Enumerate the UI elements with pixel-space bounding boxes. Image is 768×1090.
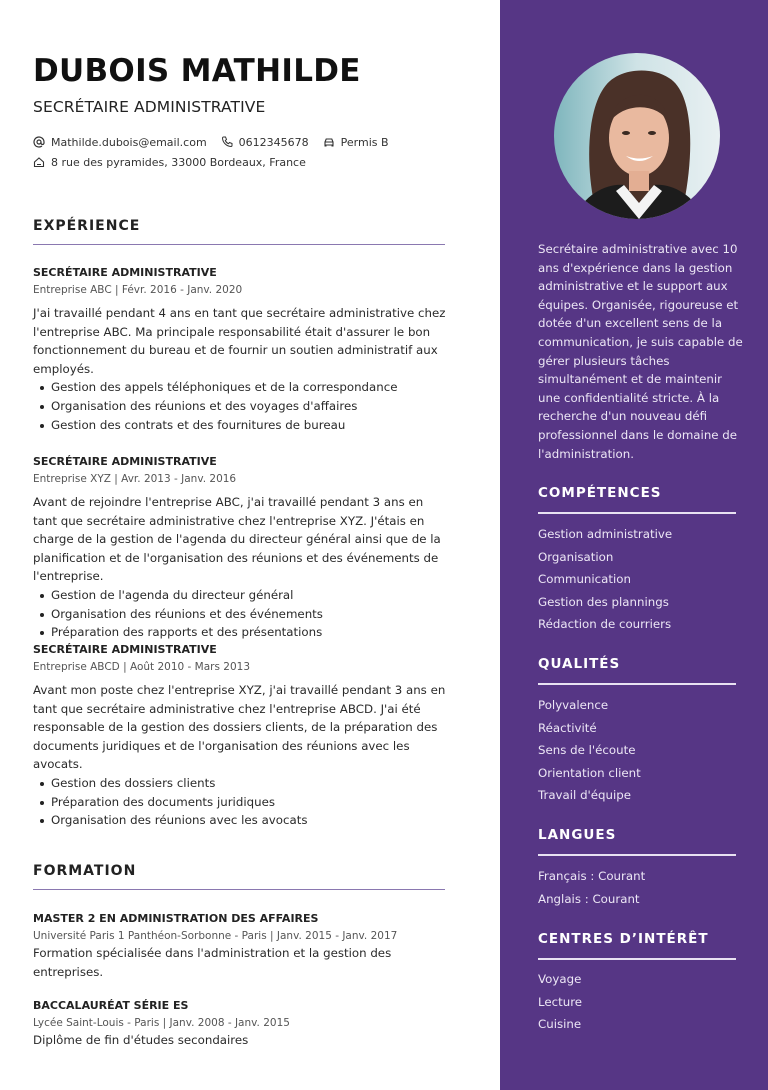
entry-title: SECRÉTAIRE ADMINISTRATIVE — [33, 455, 217, 468]
profile-photo — [554, 53, 720, 219]
contact-license — [323, 136, 389, 149]
bullet-item: Gestion de l'agenda du directeur général — [33, 586, 448, 605]
quality-item: Polyvalence — [538, 698, 609, 712]
portrait-image — [554, 53, 720, 219]
bullet-item: Organisation des réunions et des voyages d'affaires — [33, 397, 448, 416]
quality-item: Sens de l'écoute — [538, 743, 636, 757]
entry-title: MASTER 2 EN ADMINISTRATION DES AFFAIRES — [33, 912, 319, 925]
email-text: Mathilde.dubois@email.com — [51, 135, 207, 149]
section-divider — [538, 683, 736, 685]
bullet-item: Gestion des appels téléphoniques et de la correspondance — [33, 378, 448, 397]
entry-title: SECRÉTAIRE ADMINISTRATIVE — [33, 643, 217, 656]
experience-entry — [33, 453, 448, 642]
entry-meta: Lycée Saint-Louis - Paris | Janv. 2008 - Janv. 2015 — [33, 1017, 290, 1029]
section-title-languages: LANGUES — [538, 827, 617, 843]
skill-item: Rédaction de courriers — [538, 617, 672, 631]
section-title-education: FORMATION — [33, 863, 137, 879]
bullet-item: Préparation des documents juridiques — [33, 793, 448, 812]
language-item: Anglais : Courant — [538, 891, 640, 906]
contact-info — [33, 132, 403, 172]
entry-meta: Université Paris 1 Panthéon-Sorbonne - Paris | Janv. 2015 - Janv. 2017 — [33, 930, 398, 942]
entry-title: BACCALAURÉAT SÉRIE ES — [33, 999, 189, 1012]
address-text: 8 rue des pyramides, 33000 Bordeaux, France — [51, 155, 306, 169]
bullet-item: Préparation des rapports et des présentations — [33, 623, 448, 642]
interests-list — [538, 968, 582, 1036]
section-divider — [538, 854, 736, 856]
phone-icon — [221, 136, 233, 148]
job-title: SECRÉTAIRE ADMINISTRATIVE — [33, 98, 266, 116]
quality-item: Orientation client — [538, 765, 641, 780]
entry-bullets — [33, 586, 448, 642]
experience-entry — [33, 264, 448, 434]
contact-address — [33, 156, 306, 169]
skills-list — [538, 523, 672, 636]
entry-meta: Entreprise ABCD | Août 2010 - Mars 2013 — [33, 661, 251, 673]
education-entry — [33, 997, 448, 1050]
entry-title: SECRÉTAIRE ADMINISTRATIVE — [33, 266, 217, 279]
section-divider — [33, 244, 445, 245]
education-entry — [33, 910, 448, 981]
entry-description: Avant de rejoindre l'entreprise ABC, j'ai travaillé pendant 3 ans en tant que secrétaire administrative chez l'entreprise XYZ. J'étais en charge de la gestion de l'agenda du directeur général ainsi que de la planification et de l'organisation des réunions et des événements de l'entreprise. — [33, 495, 441, 584]
section-title-qualities: QUALITÉS — [538, 656, 621, 672]
section-divider — [33, 889, 445, 890]
bullet-item: Gestion des contrats et des fournitures de bureau — [33, 416, 448, 435]
entry-bullets — [33, 774, 448, 830]
entry-description: J'ai travaillé pendant 4 ans en tant que secrétaire administrative chez l'entreprise ABC. Ma principale responsabilité était d'assurer le bon fonctionnement du bureau et de fournir un soutien administratif aux employés. — [33, 306, 446, 376]
phone-text: 0612345678 — [238, 135, 309, 149]
interest-item: Cuisine — [538, 1017, 582, 1031]
candidate-name: DUBOIS MATHILDE — [33, 53, 361, 89]
home-icon — [33, 156, 45, 168]
bullet-item: Gestion des dossiers clients — [33, 774, 448, 793]
profile-summary: Secrétaire administrative avec 10 ans d'expérience dans la gestion administrative et le support aux équipes. Organisée, rigoureuse et dotée d'un excellent sens de la communication, je suis capable de gérer plusieurs tâches simultanément et de maintenir une confidentialité stricte. À la recherche d'un nouveau défi professionnel dans le domaine de l'administration. — [538, 242, 743, 461]
skill-item: Gestion administrative — [538, 527, 673, 541]
section-divider — [538, 958, 736, 960]
section-title-skills: COMPÉTENCES — [538, 485, 662, 501]
section-title-interests: CENTRES D’INTÉRÊT — [538, 931, 709, 947]
license-text: Permis B — [340, 135, 389, 149]
section-title-experience: EXPÉRIENCE — [33, 218, 141, 234]
experience-entry — [33, 641, 448, 830]
bullet-item: Organisation des réunions avec les avocats — [33, 811, 448, 830]
skill-item: Communication — [538, 572, 631, 586]
entry-description: Avant mon poste chez l'entreprise XYZ, j'ai travaillé pendant 3 ans en tant que secrétaire administrative chez l'entreprise ABCD. J'ai été responsable de la gestion des dossiers clients, de la préparation des documents juridiques et de l'organisation des réunions avec les avocats. — [33, 683, 446, 772]
car-icon — [323, 136, 335, 148]
skill-item: Gestion des plannings — [538, 594, 669, 609]
entry-meta: Entreprise ABC | Févr. 2016 - Janv. 2020 — [33, 284, 243, 296]
at-icon — [33, 136, 45, 148]
interest-item: Lecture — [538, 994, 583, 1009]
entry-description: Formation spécialisée dans l'administration et la gestion des entreprises. — [33, 946, 392, 979]
languages-list — [538, 865, 645, 910]
entry-bullets — [33, 378, 448, 434]
skill-item: Organisation — [538, 549, 614, 564]
contact-phone[interactable] — [221, 136, 309, 149]
entry-meta: Entreprise XYZ | Avr. 2013 - Janv. 2016 — [33, 473, 237, 485]
language-item: Français : Courant — [538, 869, 646, 883]
contact-email[interactable] — [33, 136, 207, 149]
qualities-list — [538, 694, 641, 807]
section-divider — [538, 512, 736, 514]
interest-item: Voyage — [538, 972, 582, 986]
bullet-item: Organisation des réunions et des événements — [33, 605, 448, 624]
quality-item: Travail d'équipe — [538, 788, 632, 802]
entry-description: Diplôme de fin d'études secondaires — [33, 1033, 249, 1047]
quality-item: Réactivité — [538, 720, 597, 735]
